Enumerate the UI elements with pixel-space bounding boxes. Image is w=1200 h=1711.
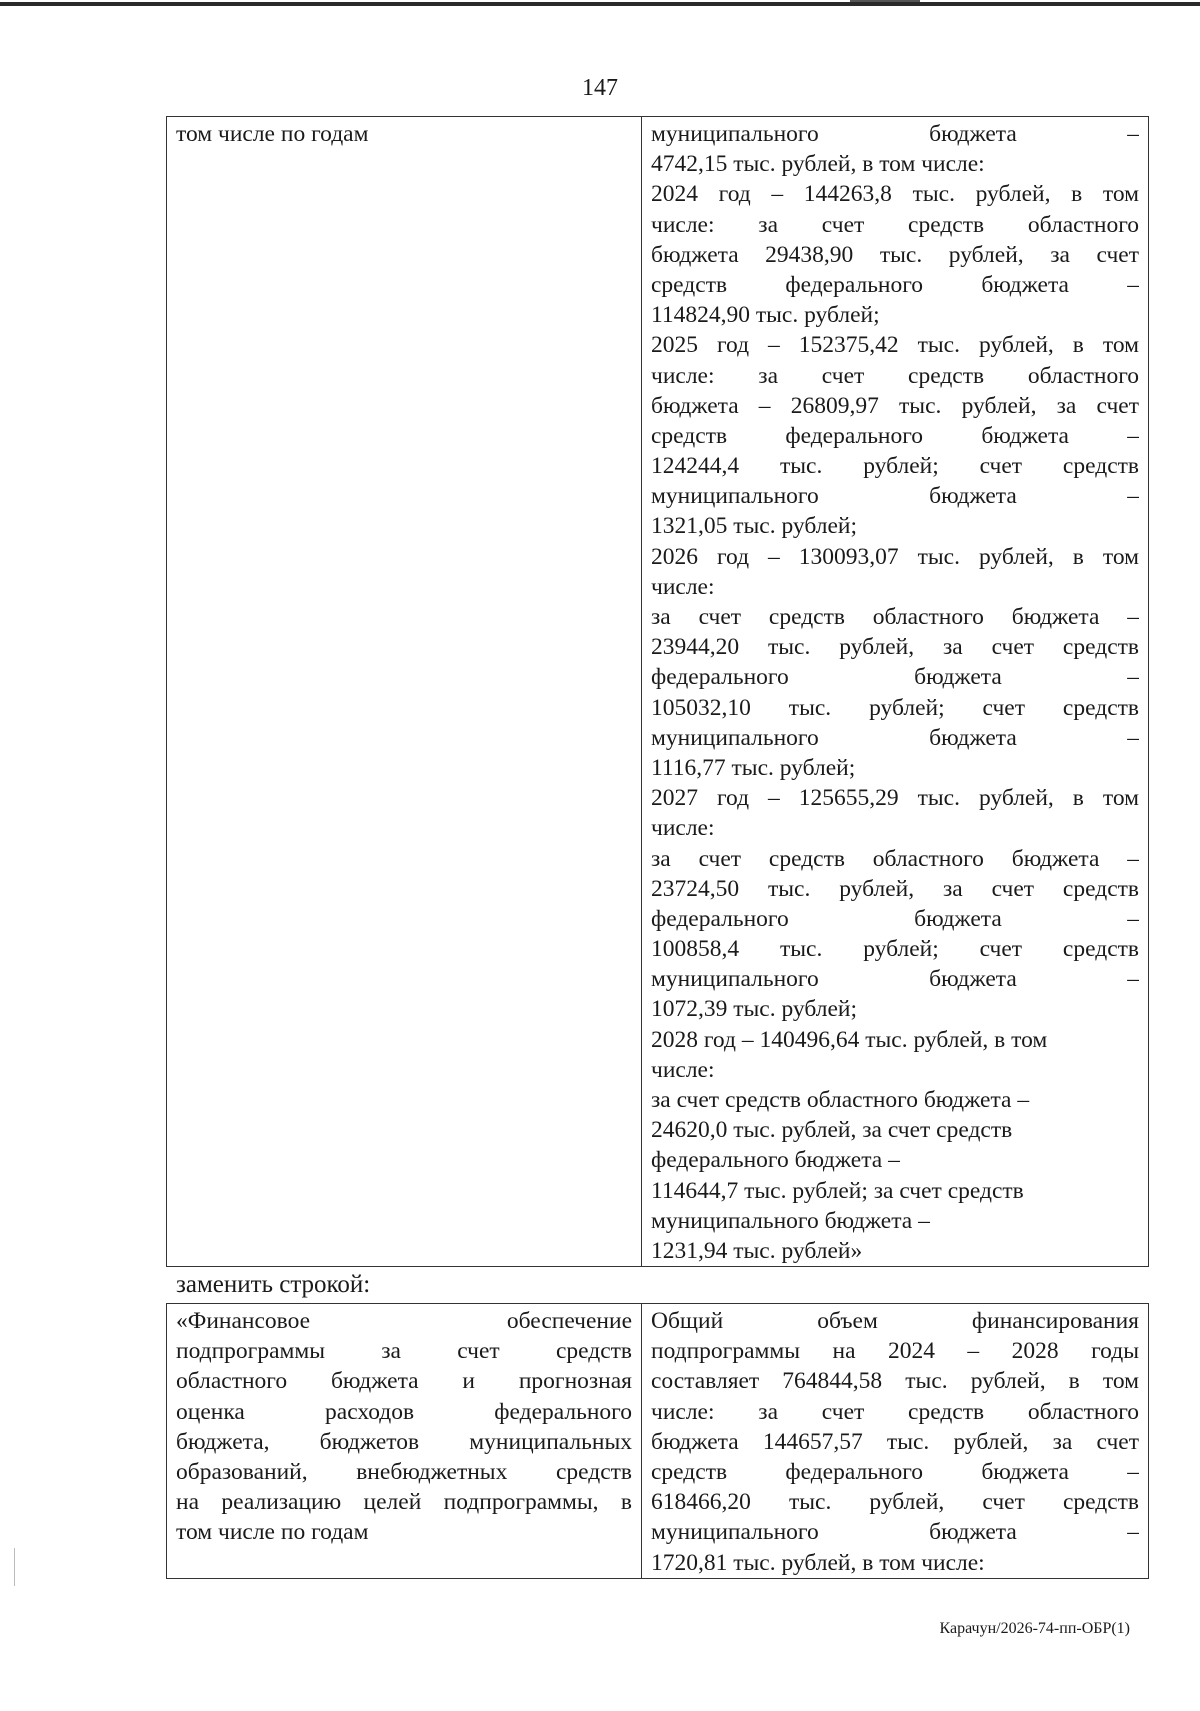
text-line: на реализацию целей подпрограммы, в (176, 1489, 632, 1516)
text-line: за счет средств областного бюджета – (651, 845, 1139, 872)
text-line: 1072,39 тыс. рублей; (651, 996, 858, 1023)
row-value-text (651, 1306, 1139, 1578)
text-line: областного бюджета и прогнозная (176, 1368, 632, 1395)
scan-border-fragment (850, 0, 920, 2)
text-line: 105032,10 тыс. рублей; счет средств (651, 694, 1139, 721)
text-line: Общий объем финансирования (651, 1308, 1139, 1334)
text-line: 1116,77 тыс. рублей; (651, 754, 856, 781)
text-line: числе: (651, 573, 715, 600)
funding-table-previous (166, 116, 1149, 1267)
text-line: числе: за счет средств областного (651, 211, 1139, 238)
text-line: муниципального бюджета – (651, 724, 1139, 751)
row-value-text (651, 119, 1139, 1266)
text-line: бюджета 144657,57 тыс. рублей, за счет (651, 1428, 1139, 1455)
text-line: федерального бюджета – (651, 664, 1139, 691)
text-line: 114824,90 тыс. рублей; (651, 302, 880, 329)
text-line: 1231,94 тыс. рублей» (651, 1237, 863, 1264)
text-line: «Финансовое обеспечение (176, 1308, 632, 1334)
row-label-text (176, 119, 632, 149)
text-line: 1321,05 тыс. рублей; (651, 513, 858, 540)
text-line: 100858,4 тыс. рублей; счет средств (651, 936, 1139, 963)
table-row (167, 117, 1149, 1267)
scan-border-top (0, 2, 1200, 6)
text-line: за счет средств областного бюджета – (651, 1087, 1030, 1113)
text-line: том числе по годам (176, 121, 369, 147)
table-row (167, 1304, 1149, 1579)
text-line: 2026 год – 130093,07 тыс. рублей, в том (651, 543, 1139, 570)
text-line: образований, внебюджетных средств (176, 1458, 632, 1485)
scan-artifact (14, 1548, 15, 1586)
row-label-text (176, 1306, 632, 1548)
text-line: 23944,20 тыс. рублей, за счет средств (651, 634, 1139, 661)
row-label-cell (167, 117, 642, 1267)
text-line: бюджета – 26809,97 тыс. рублей, за счет (651, 392, 1139, 419)
text-line: 2024 год – 144263,8 тыс. рублей, в том (651, 181, 1139, 208)
text-line: муниципального бюджета – (651, 966, 1139, 993)
text-line: подпрограммы на 2024 – 2028 годы (651, 1338, 1139, 1365)
text-line: средств федерального бюджета – (651, 422, 1139, 449)
text-line: средств федерального бюджета – (651, 271, 1139, 298)
text-line: муниципального бюджета – (651, 1207, 930, 1234)
row-label-cell (167, 1304, 642, 1579)
text-line: муниципального бюджета – (651, 121, 1139, 147)
text-line: муниципального бюджета – (651, 1519, 1139, 1546)
text-line: числе: за счет средств областного (651, 362, 1139, 389)
text-line: муниципального бюджета – (651, 483, 1139, 510)
page-number: 147 (582, 75, 618, 101)
row-value-cell (642, 117, 1149, 1267)
text-line: том числе по годам (176, 1519, 369, 1546)
text-line: федерального бюджета – (651, 1147, 900, 1174)
text-line: 23724,50 тыс. рублей, за счет средств (651, 875, 1139, 902)
replace-caption: заменить строкой: (176, 1271, 371, 1298)
text-line: средств федерального бюджета – (651, 1458, 1139, 1485)
text-line: оценка расходов федерального (176, 1398, 632, 1425)
text-line: 2025 год – 152375,42 тыс. рублей, в том (651, 332, 1139, 359)
text-line: числе: (651, 1056, 715, 1083)
text-line: 24620,0 тыс. рублей, за счет средств (651, 1117, 1013, 1144)
text-line: бюджета, бюджетов муниципальных (176, 1428, 632, 1455)
text-line: бюджета 29438,90 тыс. рублей, за счет (651, 241, 1139, 268)
text-line: 618466,20 тыс. рублей, счет средств (651, 1489, 1139, 1516)
text-line: 124244,4 тыс. рублей; счет средств (651, 453, 1139, 480)
text-line: 1720,81 тыс. рублей, в том числе: (651, 1549, 985, 1576)
text-line: 114644,7 тыс. рублей; за счет средств (651, 1177, 1024, 1204)
text-line: 4742,15 тыс. рублей, в том числе: (651, 151, 985, 178)
text-line: 2027 год – 125655,29 тыс. рублей, в том (651, 785, 1139, 812)
text-line: числе: за счет средств областного (651, 1398, 1139, 1425)
funding-table-new (166, 1303, 1149, 1579)
text-line: числе: (651, 815, 715, 842)
text-line: подпрограммы за счет средств (176, 1338, 632, 1365)
text-line: 2028 год – 140496,64 тыс. рублей, в том (651, 1026, 1048, 1053)
text-line: федерального бюджета – (651, 905, 1139, 932)
text-line: за счет средств областного бюджета – (651, 604, 1139, 630)
text-line: составляет 764844,58 тыс. рублей, в том (651, 1368, 1139, 1395)
document-code: Карачун/2026-74-пп-ОБР(1) (939, 1620, 1130, 1637)
row-value-cell (642, 1304, 1149, 1579)
